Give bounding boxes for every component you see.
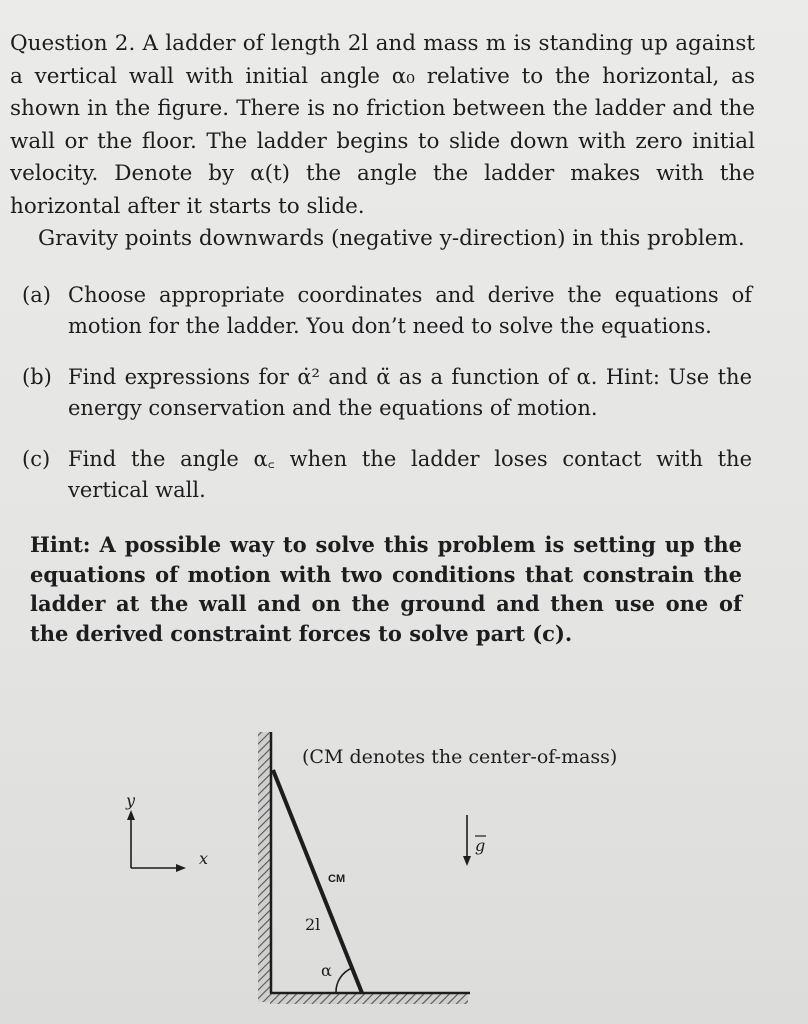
- axis-y-label: y: [126, 791, 136, 810]
- gravity-note: Gravity points downwards (negative y-direction) in this problem.: [38, 226, 745, 251]
- part-text: Find expressions for α̇² and α̈ as a function of α. Hint: Use the energy conservation and the equations of motion.: [68, 365, 752, 420]
- axis-x-label: x: [199, 849, 209, 868]
- figure-caption: (CM denotes the center-of-mass): [302, 746, 618, 768]
- axis-y-arrowhead: [127, 810, 135, 820]
- part-label: (c): [22, 447, 51, 471]
- part-label: (b): [22, 365, 52, 389]
- hint-text: Hint: A possible way to solve this problem is setting up the equations of motion with two conditions that constrain the ladder at the wall and on the ground and then use one of the derived constraint forces to solve part (c).: [30, 532, 742, 646]
- ladder: [273, 770, 362, 993]
- question-text: A ladder of length 2l and mass m is standing up against a vertical wall with initial angle α₀ relative to the horizontal, as shown in the figure. There is no friction between the ladder and the wall or the floor. The ladder begins to slide down with zero initial velocity. Denote by α(t) the angle the ladder makes with the horizontal after it starts to slide.: [10, 31, 755, 219]
- part-text: Choose appropriate coordinates and derive the equations of motion for the ladder. You don’t need to solve the equations.: [68, 283, 752, 338]
- cm-label: CM: [328, 873, 346, 885]
- gravity-arrowhead: [463, 856, 471, 866]
- angle-label: α: [321, 961, 332, 980]
- angle-arc: [336, 968, 352, 993]
- axis-x-arrowhead: [176, 864, 186, 872]
- gravity-label: g: [475, 836, 486, 855]
- wall-hatching: [258, 732, 270, 1002]
- part-label: (a): [22, 283, 51, 307]
- question-heading: Question 2.: [10, 31, 136, 56]
- part-text: Find the angle α꜀ when the ladder loses contact with the vertical wall.: [68, 447, 752, 502]
- length-label: 2l: [305, 915, 321, 934]
